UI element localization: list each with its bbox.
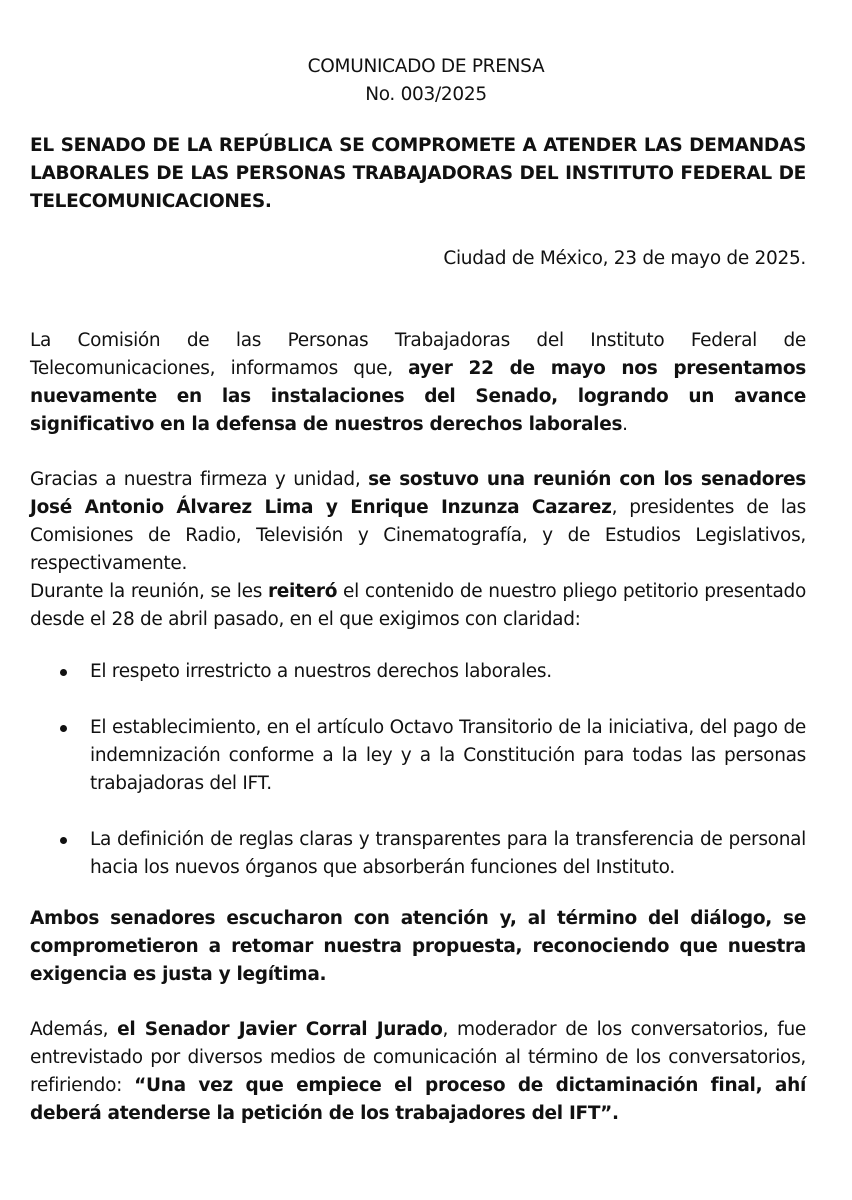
bullet-icon (60, 669, 67, 676)
paragraph-emphasis: reiteró (267, 581, 338, 602)
paragraph-commission (30, 327, 806, 439)
paragraph-text: el contenido de nuestro pliego petitorio presentado desde el 28 de abril pasado, en el que exigimos con claridad: (30, 581, 806, 630)
demands-list (30, 658, 806, 910)
paragraph-text: Gracias a nuestra firmeza y unidad, (30, 469, 369, 490)
bullet-icon (60, 725, 67, 732)
paragraph-text: . (622, 414, 628, 435)
paragraph-meeting (30, 466, 806, 578)
paragraph-text: Durante la reunión, se les (30, 581, 268, 602)
bullet-icon (60, 837, 67, 844)
list-item (30, 714, 806, 798)
headline: EL SENADO DE LA REPÚBLICA SE COMPROMETE A ATENDER LAS DEMANDAS LABORALES DE LAS PERSONAS TRABAJADORAS DEL INSTITUTO FEDERAL DE TELECOMUNICACIONES. (30, 135, 806, 212)
paragraph-quote (30, 1016, 806, 1128)
paragraph-text: , moderador de los conversatorios, fue entrevistado por diversos medios de comunicación al término de los conversatorios, refiriendo: (30, 1019, 806, 1096)
paragraph-emphasis: ayer 22 de mayo nos presentamos nuevamente en las instalaciones del Senado, logrando un avance significativo en la defensa de nuestros derechos laborales (30, 358, 807, 435)
header-title: COMUNICADO DE PRENSA (307, 56, 545, 77)
header-number: No. 003/2025 (365, 84, 487, 105)
list-item (30, 658, 806, 686)
paragraph-commitment: Ambos senadores escucharon con atención y, al término del diálogo, se comprometieron a retomar nuestra propuesta, reconociendo que nuestra exigencia es justa y legítima. (30, 908, 806, 985)
paragraph-emphasis: se sostuvo una reunión con los senadores José Antonio Álvarez Lima y Enrique Inzunza Cazarez (30, 469, 806, 518)
paragraph-demands-intro (30, 578, 806, 634)
list-item-text: La definición de reglas claras y transparentes para la transferencia de personal hacia los nuevos órganos que absorberán funciones del Instituto. (90, 829, 806, 878)
paragraph-text: La Comisión de las Personas Trabajadoras del Instituto Federal de Telecomunicaciones, informamos que, (30, 330, 806, 379)
paragraph-text: Además, (30, 1019, 118, 1040)
press-release-header (0, 53, 852, 109)
senator-quote: “Una vez que empiece el proceso de dictaminación final, ahí deberá atenderse la petición de los trabajadores del IFT”. (30, 1075, 806, 1124)
list-item-text: El respeto irrestricto a nuestros derechos laborales. (90, 661, 552, 682)
list-item (30, 826, 806, 882)
dateline: Ciudad de México, 23 de mayo de 2025. (443, 248, 806, 269)
senator-name: el Senador Javier Corral Jurado (117, 1019, 443, 1040)
paragraph-text: , presidentes de las Comisiones de Radio, Televisión y Cinematografía, y de Estudios Legislativos, respectivamente. (30, 497, 806, 574)
list-item-text: El establecimiento, en el artículo Octavo Transitorio de la iniciativa, del pago de indemnización conforme a la ley y a la Constitución para todas las personas trabajadoras del IFT. (90, 717, 806, 794)
